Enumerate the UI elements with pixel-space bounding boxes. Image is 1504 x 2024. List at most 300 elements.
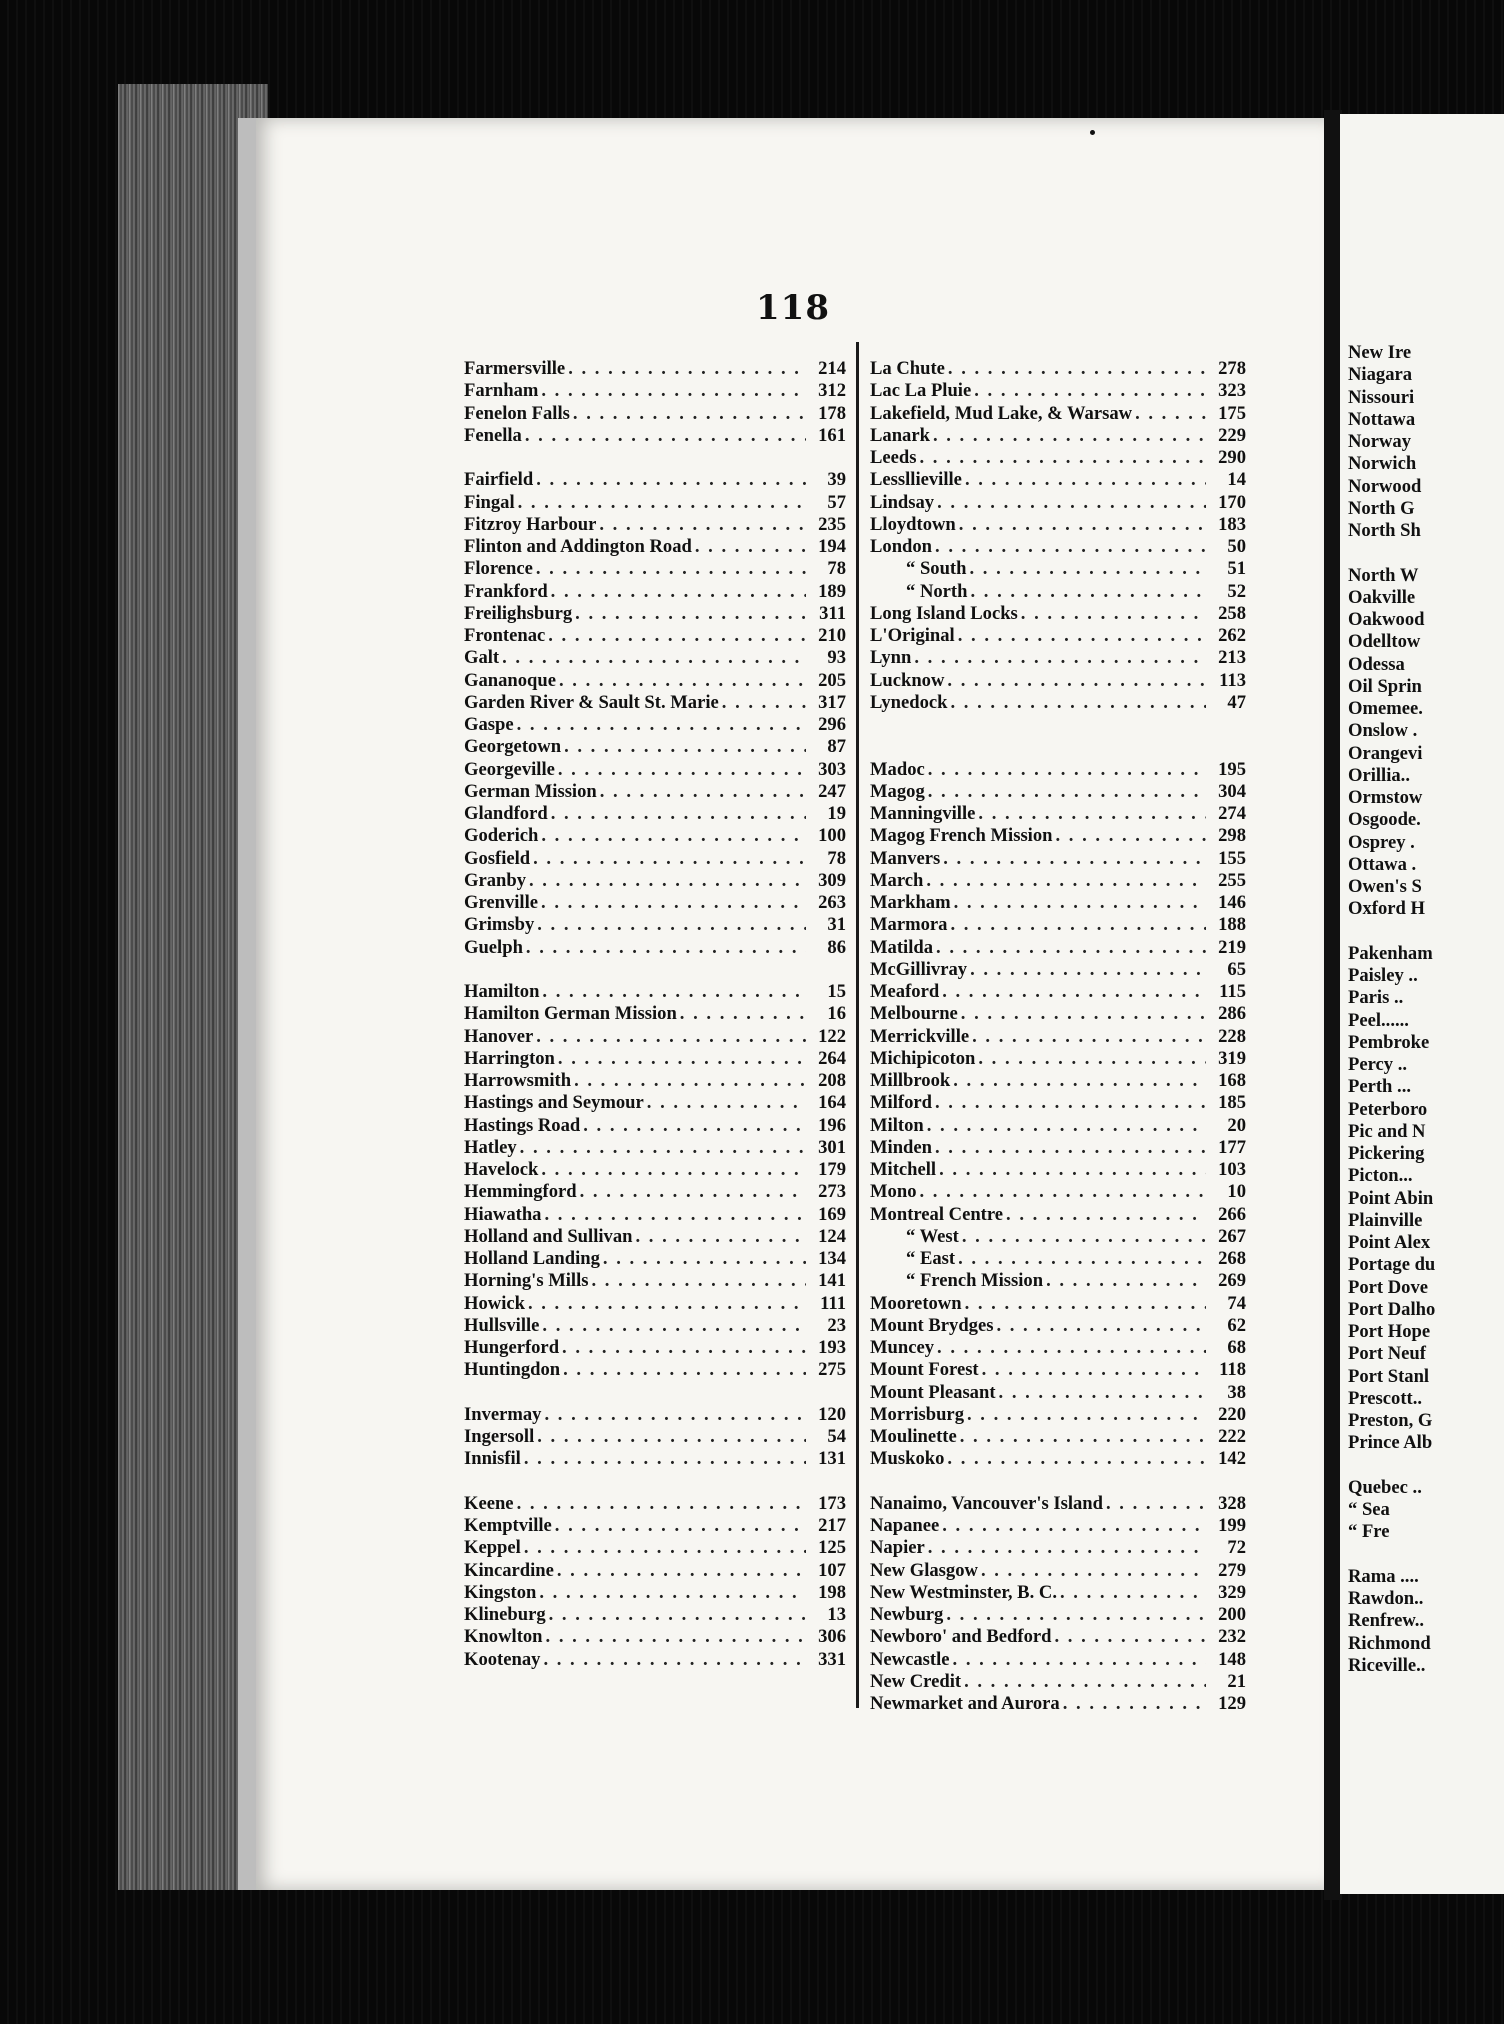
entry-page-number: 78 [827, 558, 846, 580]
book-page [256, 118, 1330, 1890]
entry-page-number: 329 [1218, 1581, 1246, 1603]
leader-dots [928, 781, 1206, 803]
leader-dots [517, 1493, 806, 1515]
entry-page-number: 199 [1218, 1515, 1246, 1536]
index-entry [464, 1248, 846, 1270]
leader-dots [962, 1226, 1206, 1248]
entry-name: Frankford [464, 580, 548, 602]
leader-dots [544, 1404, 806, 1426]
entry-page-number: 298 [1218, 825, 1246, 847]
index-entry [870, 1159, 1246, 1181]
facing-page-entry: Port Neuf [1348, 1343, 1426, 1365]
entry-name: Newcastle [870, 1648, 950, 1670]
index-entry [870, 358, 1246, 380]
entry-page-number: 16 [827, 1003, 846, 1025]
index-entry [870, 1315, 1246, 1337]
facing-page-entry: Norwood [1348, 475, 1422, 497]
entry-page-number: 142 [1218, 1448, 1246, 1470]
entry-name: Knowlton [464, 1626, 543, 1648]
leader-dots [580, 1181, 806, 1203]
entry-page-number: 193 [818, 1337, 846, 1358]
index-entry [464, 647, 846, 669]
facing-page-entry: Omemee. [1348, 698, 1423, 719]
entry-page-number: 115 [1219, 981, 1246, 1002]
facing-page-entry [1340, 542, 1504, 564]
index-entry [464, 1204, 846, 1226]
entry-name: Fitzroy Harbour [464, 513, 597, 535]
index-entry [464, 603, 846, 625]
leader-dots [1060, 1582, 1206, 1604]
leader-dots [1046, 1270, 1206, 1292]
entry-page-number: 304 [1218, 780, 1246, 802]
facing-page-entry: Osgoode. [1348, 809, 1421, 831]
entry-name: Georgetown [464, 736, 562, 758]
leader-dots [555, 1515, 806, 1537]
entry-name: Milton [870, 1114, 924, 1136]
facing-page-entry: Renfrew.. [1348, 1610, 1425, 1632]
leader-dots [935, 1092, 1206, 1114]
entry-name: Georgeville [464, 758, 555, 780]
entry-page-number: 86 [827, 936, 846, 958]
leader-dots [563, 1359, 806, 1381]
leader-dots [947, 1448, 1206, 1470]
index-entry [464, 558, 846, 580]
entry-page-number: 278 [1218, 358, 1246, 379]
leader-dots [525, 425, 806, 447]
leader-dots [937, 492, 1206, 514]
entry-page-number: 266 [1218, 1203, 1246, 1225]
index-entry [464, 1003, 846, 1025]
entry-page-number: 198 [818, 1581, 846, 1603]
leader-dots [961, 1003, 1206, 1025]
entry-page-number: 258 [1218, 602, 1246, 624]
facing-page-entry: Owen's S [1348, 876, 1422, 897]
index-entry [464, 469, 846, 491]
entry-page-number: 134 [818, 1248, 846, 1269]
facing-page-entry: Perth ... [1348, 1076, 1411, 1098]
facing-page-entry: “ Fre [1348, 1521, 1390, 1543]
entry-name: Granby [464, 869, 526, 891]
entry-name: Keppel [464, 1537, 521, 1559]
facing-page-entry: Ormstow [1348, 787, 1423, 808]
facing-page-entry: Port Dove [1348, 1276, 1429, 1298]
facing-page-entry: Preston, G [1348, 1410, 1433, 1431]
entry-page-number: 179 [818, 1159, 846, 1180]
index-entry [464, 1515, 846, 1537]
entry-name: New Credit [870, 1670, 962, 1692]
leader-dots [1063, 1693, 1206, 1715]
entry-page-number: 309 [818, 869, 846, 891]
column-divider [856, 342, 859, 1708]
entry-name: Magog [870, 780, 925, 802]
leader-dots [970, 581, 1206, 603]
leader-dots [529, 870, 806, 892]
entry-page-number: 317 [818, 691, 846, 713]
entry-name: Kemptville [464, 1515, 552, 1536]
leader-dots [549, 1604, 806, 1626]
entry-name: Harrington [464, 1047, 555, 1069]
entry-name: Mooretown [870, 1292, 962, 1314]
index-gap [464, 959, 846, 981]
index-entry [464, 892, 846, 914]
entry-name: Invermay [464, 1403, 542, 1425]
index-entry [464, 1426, 846, 1448]
leader-dots [1135, 403, 1206, 425]
entry-page-number: 125 [818, 1537, 846, 1559]
entry-page-number: 323 [1218, 380, 1246, 402]
leader-dots [603, 1248, 806, 1270]
index-entry [870, 492, 1246, 514]
entry-page-number: 210 [818, 625, 846, 646]
index-entry [870, 625, 1246, 647]
entry-name: Milford [870, 1092, 932, 1114]
entry-name: Lynedock [870, 691, 948, 713]
entry-name: Lac La Pluie [870, 380, 972, 402]
entry-page-number: 93 [827, 647, 846, 669]
leader-dots [524, 1448, 806, 1470]
entry-page-number: 173 [818, 1492, 846, 1514]
index-entry [870, 670, 1246, 692]
index-entry [870, 403, 1246, 425]
entry-name: London [870, 536, 933, 557]
entry-page-number: 21 [1227, 1670, 1246, 1692]
entry-page-number: 169 [818, 1203, 846, 1225]
leader-dots [524, 1537, 806, 1559]
leader-dots [548, 625, 806, 647]
entry-name: Napier [870, 1537, 925, 1559]
entry-name: Keene [464, 1492, 514, 1514]
index-entry [464, 714, 846, 736]
entry-name: Holland and Sullivan [464, 1225, 633, 1247]
page-number: 118 [756, 288, 830, 328]
leader-dots [541, 1159, 806, 1181]
entry-page-number: 319 [1218, 1047, 1246, 1069]
entry-name: Grenville [464, 892, 539, 913]
index-entry [870, 1671, 1246, 1693]
leader-dots [1021, 603, 1206, 625]
entry-name: Innisfil [464, 1448, 521, 1470]
entry-name: Harrowsmith [464, 1070, 572, 1091]
facing-page-entry: Plainville [1348, 1209, 1423, 1231]
entry-page-number: 208 [818, 1070, 846, 1091]
index-entry [464, 1493, 846, 1515]
index-entry [870, 892, 1246, 914]
leader-dots [520, 1137, 806, 1159]
entry-page-number: 262 [1218, 625, 1246, 646]
index-entry [464, 870, 846, 892]
index-entry [870, 759, 1246, 781]
leader-dots [583, 1115, 806, 1137]
facing-page-entry [1340, 921, 1504, 943]
leader-dots [600, 781, 806, 803]
entry-page-number: 185 [1218, 1092, 1246, 1114]
leader-dots [964, 1671, 1206, 1693]
index-entry [870, 1137, 1246, 1159]
entry-page-number: 196 [818, 1114, 846, 1136]
leader-dots [541, 825, 806, 847]
leader-dots [680, 1003, 806, 1025]
index-entry [870, 1604, 1246, 1626]
index-entry [464, 1181, 846, 1203]
leader-dots [533, 848, 806, 870]
index-entry [464, 1315, 846, 1337]
leader-dots [965, 1293, 1206, 1315]
index-entry [464, 1293, 846, 1315]
index-entry [870, 1404, 1246, 1426]
entry-name: Mitchell [870, 1159, 937, 1180]
facing-page-entry [1340, 1455, 1504, 1477]
index-entry [870, 1115, 1246, 1137]
entry-page-number: 290 [1218, 447, 1246, 468]
entry-name: Matilda [870, 936, 934, 958]
entry-name: Farnham [464, 380, 539, 402]
entry-page-number: 14 [1227, 469, 1246, 491]
entry-page-number: 68 [1227, 1337, 1246, 1358]
entry-page-number: 57 [827, 491, 846, 513]
index-entry [870, 536, 1246, 558]
leader-dots [999, 1382, 1206, 1404]
entry-page-number: 220 [1218, 1403, 1246, 1425]
index-entry [464, 825, 846, 847]
index-entry [464, 759, 846, 781]
leader-dots [942, 1515, 1206, 1537]
leader-dots [933, 425, 1206, 447]
entry-page-number: 122 [818, 1025, 846, 1047]
facing-page-entry: Peel...... [1348, 1009, 1409, 1031]
index-entry [464, 1270, 846, 1292]
facing-page-entry: New Ire [1348, 342, 1412, 363]
leader-dots [927, 1115, 1206, 1137]
index-entry [870, 1649, 1246, 1671]
entry-page-number: 195 [1218, 758, 1246, 780]
leader-dots [536, 558, 806, 580]
leader-dots [551, 581, 806, 603]
index-entry [464, 536, 846, 558]
index-entry [464, 1070, 846, 1092]
leader-dots [564, 736, 806, 758]
index-entry [464, 581, 846, 603]
entry-page-number: 200 [1218, 1604, 1246, 1625]
facing-page-column [1340, 342, 1504, 1677]
leader-dots [536, 1026, 806, 1048]
entry-name: Fingal [464, 491, 515, 513]
index-entry [870, 1448, 1246, 1470]
index-entry [464, 1649, 846, 1671]
index-entry [464, 1626, 846, 1648]
entry-page-number: 296 [818, 714, 846, 735]
facing-page-entry: Quebec .. [1348, 1476, 1422, 1498]
entry-page-number: 273 [818, 1181, 846, 1203]
facing-page-entry: Osprey . [1348, 831, 1415, 853]
entry-name: La Chute [870, 358, 945, 379]
entry-page-number: 120 [818, 1403, 846, 1425]
entry-page-number: 222 [1218, 1426, 1246, 1447]
leader-dots [695, 536, 806, 558]
facing-page-entry: Pakenham [1348, 942, 1433, 964]
index-entry [464, 625, 846, 647]
entry-name: “ French Mission [906, 1270, 1044, 1292]
entry-page-number: 311 [819, 602, 846, 624]
facing-page-entry: Niagara [1348, 364, 1413, 386]
index-entry [464, 1359, 846, 1381]
entry-name: Klineburg [464, 1604, 546, 1625]
entry-name: Millbrook [870, 1070, 951, 1091]
leader-dots [573, 403, 806, 425]
leader-dots [537, 1426, 806, 1448]
facing-page-entry: Percy .. [1348, 1054, 1408, 1075]
index-gap [870, 736, 1246, 758]
leader-dots [568, 358, 806, 380]
entry-page-number: 255 [1218, 869, 1246, 891]
leader-dots [546, 1626, 806, 1648]
index-entry [870, 1560, 1246, 1582]
leader-dots [575, 603, 806, 625]
facing-page-entry: Norway [1348, 431, 1411, 452]
entry-name: McGillivray [870, 958, 968, 980]
entry-name: Kingston [464, 1581, 537, 1603]
facing-page-entry: Riceville.. [1348, 1654, 1426, 1676]
entry-name: Hastings and Seymour [464, 1092, 644, 1114]
index-entry [870, 1582, 1246, 1604]
leader-dots [544, 1204, 806, 1226]
entry-page-number: 232 [1218, 1626, 1246, 1648]
index-entry [464, 1226, 846, 1248]
entry-name: Newboro' and Bedford [870, 1626, 1052, 1648]
entry-name: Fairfield [464, 469, 534, 491]
index-entry [870, 981, 1246, 1003]
leader-dots [919, 1181, 1206, 1203]
entry-name: Hatley [464, 1136, 517, 1158]
entry-name: Glandford [464, 803, 548, 824]
entry-page-number: 65 [1227, 958, 1246, 980]
leader-dots [1006, 1204, 1206, 1226]
index-entry [870, 1493, 1246, 1515]
entry-name: Florence [464, 558, 533, 580]
index-entry [464, 1582, 846, 1604]
entry-name: Hamilton German Mission [464, 1003, 677, 1025]
entry-page-number: 286 [1218, 1003, 1246, 1025]
facing-page-entry: Ottawa . [1348, 853, 1417, 875]
entry-name: Leeds [870, 447, 917, 468]
index-entry [870, 781, 1246, 803]
entry-page-number: 50 [1227, 536, 1246, 557]
entry-name: Lloydtown [870, 513, 956, 535]
facing-page-entry: Orillia.. [1348, 764, 1410, 786]
entry-name: Farmersville [464, 358, 566, 379]
index-entry [870, 1226, 1246, 1248]
entry-name: Manvers [870, 847, 941, 869]
index-entry [870, 558, 1246, 580]
leader-dots [722, 692, 806, 714]
entry-page-number: 13 [827, 1604, 846, 1625]
ink-speck [1090, 130, 1095, 135]
leader-dots [947, 670, 1206, 692]
index-entry [464, 1092, 846, 1114]
entry-page-number: 118 [1219, 1359, 1246, 1381]
index-column-left [464, 358, 846, 1671]
entry-name: Gaspe [464, 714, 514, 735]
entry-page-number: 219 [1218, 936, 1246, 958]
leader-dots [536, 469, 806, 491]
entry-page-number: 31 [827, 914, 846, 936]
entry-page-number: 170 [1218, 491, 1246, 513]
index-entry [870, 425, 1246, 447]
entry-name: March [870, 869, 924, 891]
leader-dots [960, 1426, 1206, 1448]
leader-dots [528, 1293, 806, 1315]
entry-page-number: 247 [818, 780, 846, 802]
entry-page-number: 161 [818, 424, 846, 446]
leader-dots [928, 1537, 1206, 1559]
leader-dots [978, 803, 1206, 825]
facing-page-entry: Pembroke [1348, 1031, 1430, 1053]
index-entry [464, 736, 846, 758]
index-entry [464, 1048, 846, 1070]
index-entry [464, 358, 846, 380]
index-entry [870, 514, 1246, 536]
facing-page-entry: Port Dalho [1348, 1298, 1436, 1320]
entry-page-number: 146 [1218, 892, 1246, 913]
entry-page-number: 38 [1227, 1381, 1246, 1403]
facing-page-entry: Rama .... [1348, 1565, 1419, 1587]
facing-page-entry: Orangevi [1348, 742, 1423, 764]
index-entry [464, 692, 846, 714]
entry-page-number: 264 [818, 1047, 846, 1069]
entry-page-number: 214 [818, 358, 846, 379]
index-entry [464, 1537, 846, 1559]
entry-page-number: 268 [1218, 1248, 1246, 1269]
leader-dots [935, 1137, 1206, 1159]
facing-page-entry: Oil Sprin [1348, 675, 1422, 697]
facing-page-entry: Point Abin [1348, 1187, 1434, 1209]
entry-name: Morrisburg [870, 1403, 964, 1425]
entry-name: Nanaimo, Vancouver's Island [870, 1492, 1103, 1514]
entry-page-number: 168 [1218, 1070, 1246, 1091]
leader-dots [592, 1270, 807, 1292]
facing-page-entry: Peterboro [1348, 1098, 1428, 1120]
entry-name: Mount Pleasant [870, 1381, 996, 1403]
index-entry [464, 1560, 846, 1582]
index-entry [870, 380, 1246, 402]
facing-page-entry: Port Hope [1348, 1321, 1431, 1342]
leader-dots [965, 469, 1206, 491]
entry-page-number: 164 [818, 1092, 846, 1114]
leader-dots [958, 625, 1206, 647]
leader-dots [541, 380, 806, 402]
entry-name: Merrickville [870, 1025, 970, 1047]
leader-dots [954, 892, 1206, 914]
index-entry [870, 1426, 1246, 1448]
index-entry [870, 937, 1246, 959]
leader-dots [562, 1337, 806, 1359]
entry-name: Lakefield, Mud Lake, & Warsaw [870, 402, 1133, 424]
entry-name: Minden [870, 1136, 932, 1158]
facing-page-entry: “ Sea [1348, 1499, 1390, 1520]
entry-name: Fenelon Falls [464, 402, 570, 424]
entry-name: New Westminster, B. C. [870, 1581, 1057, 1603]
leader-dots [919, 447, 1206, 469]
entry-page-number: 20 [1227, 1114, 1246, 1136]
index-entry [464, 1404, 846, 1426]
index-entry [870, 603, 1246, 625]
leader-dots [574, 1070, 806, 1092]
entry-name: New Glasgow [870, 1559, 978, 1581]
leader-dots [974, 380, 1206, 402]
index-entry [464, 803, 846, 825]
entry-name: Lindsay [870, 491, 935, 513]
index-entry [464, 1026, 846, 1048]
index-entry [464, 937, 846, 959]
